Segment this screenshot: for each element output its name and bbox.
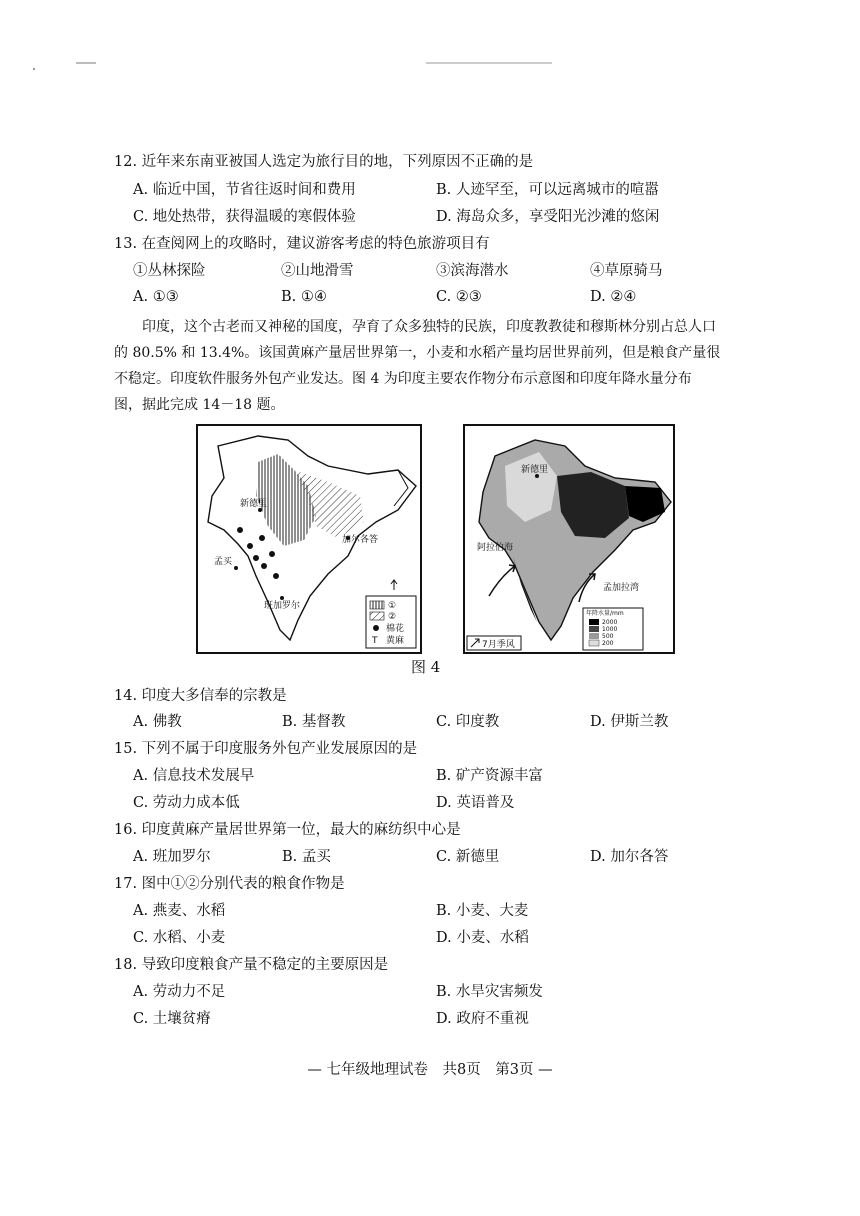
q18-option-a: A. 劳动力不足 <box>133 984 226 1000</box>
passage-line: 的 80.5% 和 13.4%。该国黄麻产量居世界第一，小麦和水稻产量均居世界前列，但是粮食产量很 <box>114 345 721 361</box>
label-bangalore: 班加罗尔 <box>264 601 301 611</box>
q12-option-a: A. 临近中国，节省往返时间和费用 <box>133 182 356 198</box>
question-17-stem: 17. 图中①②分别代表的粮食作物是 <box>114 876 345 892</box>
label-kolkata: 加尔各答 <box>342 535 379 545</box>
q15-option-b: B. 矿产资源丰富 <box>436 768 543 784</box>
q13-item-1: ①丛林探险 <box>133 263 206 279</box>
legend-swatch <box>589 640 599 646</box>
legend-swatch <box>589 633 599 639</box>
legend-value: 200 <box>602 640 614 647</box>
q17-option-b: B. 小麦、大麦 <box>436 903 529 919</box>
q17-option-a: A. 燕麦、水稻 <box>133 903 226 919</box>
passage-line: 印度，这个古老而又神秘的国度，孕育了众多独特的民族，印度教教徒和穆斯林分别占总人口 <box>142 319 716 335</box>
q14-option-c: C. 印度教 <box>436 714 500 730</box>
reading-passage <box>114 314 764 418</box>
cotton-legend-icon <box>373 625 379 631</box>
q13-option-c: C. ②③ <box>436 289 482 305</box>
legend-swatch-2 <box>370 612 384 620</box>
q12-option-d: D. 海岛众多，享受阳光沙滩的悠闲 <box>436 209 660 225</box>
q16-option-d: D. 加尔各答 <box>590 849 669 865</box>
label-bay-of-bengal: 孟加拉湾 <box>603 583 640 593</box>
question-16-stem: 16. 印度黄麻产量居世界第一位，最大的麻纺织中心是 <box>114 822 461 838</box>
question-13-stem: 13. 在查阅网上的攻略时，建议游客考虑的特色旅游项目有 <box>114 236 490 252</box>
q15-option-d: D. 英语普及 <box>436 795 515 811</box>
monsoon-arrow-icon <box>489 565 515 596</box>
q13-option-d: D. ②④ <box>590 289 637 305</box>
passage-line: 不稳定。印度软件服务外包产业发达。图 4 为印度主要农作物分布示意图和印度年降水量分布 <box>114 371 692 387</box>
q16-option-c: C. 新德里 <box>436 849 500 865</box>
label-delhi: 新德里 <box>521 465 549 475</box>
q17-option-c: C. 水稻、小麦 <box>133 930 226 946</box>
q16-option-b: B. 孟买 <box>282 849 331 865</box>
page-footer: — 七年级地理试卷 共8页 第3页 — <box>307 1062 553 1078</box>
q13-option-a: A. ①③ <box>133 289 179 305</box>
q17-option-d: D. 小麦、水稻 <box>436 930 529 946</box>
q13-item-2: ②山地滑雪 <box>281 263 354 279</box>
passage-line: 图，据此完成 14－18 题。 <box>114 397 285 413</box>
legend-label-2: ② <box>388 612 397 622</box>
legend-swatch <box>589 626 599 632</box>
legend-label-1: ① <box>388 601 397 611</box>
city-marker <box>280 596 284 600</box>
scan-mark <box>426 62 552 64</box>
legend-value: 2000 <box>602 619 618 626</box>
q18-option-c: C. 土壤贫瘠 <box>133 1011 211 1027</box>
q13-option-b: B. ①④ <box>281 289 327 305</box>
legend-cotton: 棉花 <box>386 624 405 634</box>
q18-option-b: B. 水旱灾害频发 <box>436 984 543 1000</box>
q13-item-4: ④草原骑马 <box>590 263 663 279</box>
label-mumbai: 孟买 <box>214 557 233 567</box>
legend-value: 1000 <box>602 626 618 633</box>
q12-option-c: C. 地处热带，获得温暖的寒假体验 <box>133 209 356 225</box>
q16-option-a: A. 班加罗尔 <box>133 849 211 865</box>
legend-swatch-1 <box>370 601 384 609</box>
q12-option-b: B. 人迹罕至，可以远离城市的喧嚣 <box>436 182 659 198</box>
q14-option-a: A. 佛教 <box>133 714 182 730</box>
city-marker <box>234 566 238 570</box>
q13-item-3: ③滨海潜水 <box>436 263 509 279</box>
question-14-stem: 14. 印度大多信奉的宗教是 <box>114 688 287 704</box>
q15-option-c: C. 劳动力成本低 <box>133 795 240 811</box>
monsoon-legend-label: 7月季风 <box>482 640 515 650</box>
q18-option-d: D. 政府不重视 <box>436 1011 529 1027</box>
scan-mark <box>76 62 96 64</box>
question-18-stem: 18. 导致印度粮食产量不稳定的主要原因是 <box>114 957 389 973</box>
cotton-markers <box>237 527 279 579</box>
label-delhi: 新德里 <box>240 499 268 509</box>
q15-option-a: A. 信息技术发展早 <box>133 768 255 784</box>
crop-map-graphic <box>198 426 420 652</box>
question-15-stem: 15. 下列不属于印度服务外包产业发展原因的是 <box>114 741 418 757</box>
north-arrow-icon <box>391 580 397 590</box>
rainfall-map-graphic <box>465 426 673 652</box>
india-crop-map <box>196 424 422 654</box>
scan-dot <box>33 68 35 70</box>
rainfall-legend-title: 年降水量/mm <box>586 610 624 617</box>
border-line <box>368 470 408 506</box>
legend-jute: 黄麻 <box>386 636 405 646</box>
q14-option-b: B. 基督教 <box>282 714 346 730</box>
india-rainfall-map <box>463 424 675 654</box>
figure-caption: 图 4 <box>411 658 441 676</box>
legend-value: 500 <box>602 633 614 640</box>
jute-legend-icon: T <box>372 636 378 646</box>
question-12-stem: 12. 近年来东南亚被国人选定为旅行目的地，下列原因不正确的是 <box>114 154 534 170</box>
label-arabian-sea: 阿拉伯海 <box>477 543 514 553</box>
legend-swatch <box>589 619 599 625</box>
q14-option-d: D. 伊斯兰教 <box>590 714 669 730</box>
